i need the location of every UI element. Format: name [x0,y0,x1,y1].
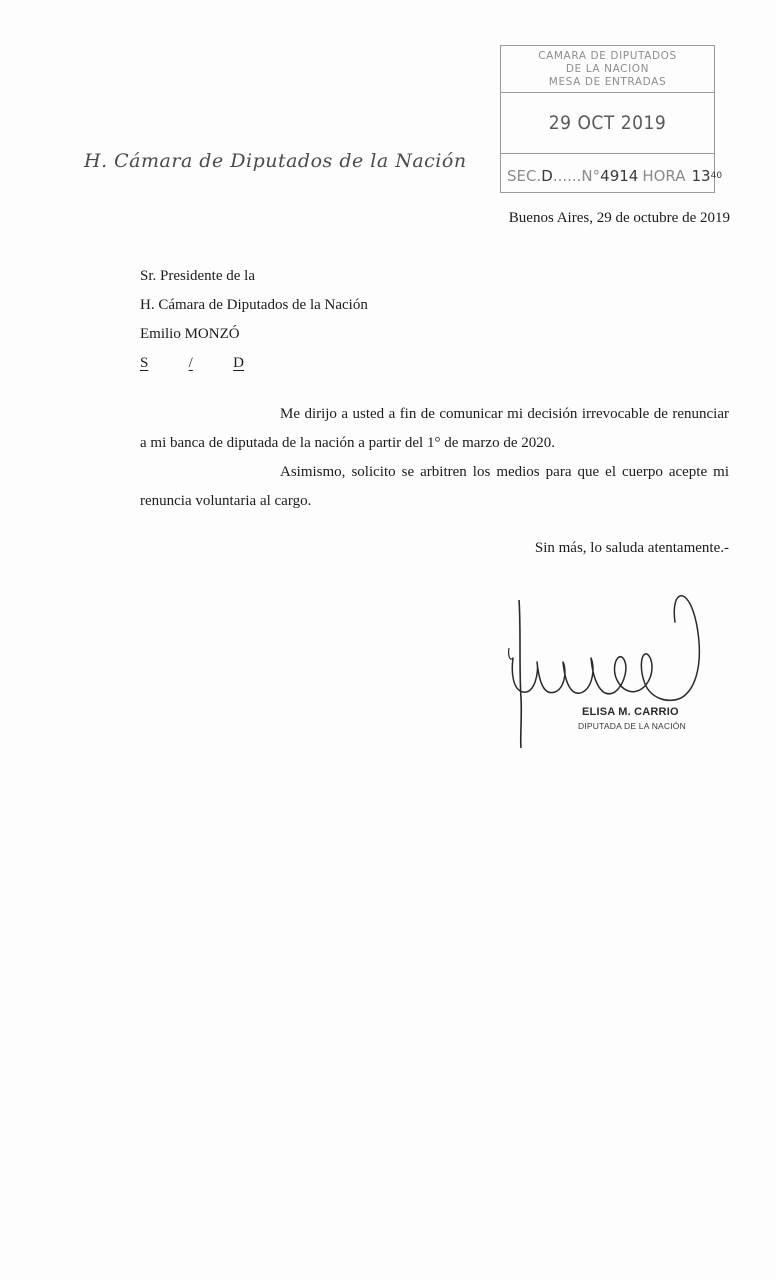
signatory-name: ELISA M. CARRIO [582,706,679,718]
date-line: Buenos Aires, 29 de octubre de 2019 [508,210,730,226]
signatory-role: DIPUTADA DE LA NACIÓN [578,721,686,731]
reception-stamp [500,45,723,193]
body-paragraph-1: Me dirijo a usted a fin de comunicar mi decisión irrevocable de renunciar a mi banca de diputada de la nación a partir del 1° de marzo de 2020. [140,406,729,451]
stamp-hora-value: 13 [691,167,711,185]
sd-d: D [233,355,244,371]
stamp-registry-row [507,164,723,188]
letterhead: H. Cámara de Diputados de la Nación [84,150,467,172]
stamp-line-1: CAMARA DE DIPUTADOS [538,49,677,62]
stamp-date: 29 OCT 2019 [501,93,714,154]
stamp-num-label: N° [581,167,601,185]
sd-s: S [140,355,149,371]
letter-body [140,400,729,516]
addressee-line-2: H. Cámara de Diputados de la Nación [140,297,368,313]
addressee-line-1: Sr. Presidente de la [140,268,255,284]
stamp-sec-label: SEC. [507,167,542,185]
addressee-sd [140,349,244,378]
addressee-block [140,262,368,378]
body-paragraph-2: Asimismo, solicito se arbitren los medios para que el cuerpo acepte mi renuncia voluntaria al cargo. [140,464,729,509]
stamp-sec-value: D [541,167,553,185]
sd-slash: / [188,355,193,371]
stamp-line-2: DE LA NACION [565,62,650,75]
stamp-hora-sup: 40 [710,171,723,181]
stamp-line-3: MESA DE ENTRADAS [548,75,667,88]
stamp-hora-label: HORA [642,167,686,185]
closing-line: Sin más, lo saluda atentamente.- [534,540,729,556]
stamp-header [501,46,714,93]
addressee-line-3: Emilio MONZÓ [140,326,240,342]
stamp-dots: ...... [552,167,582,185]
stamp-num-value: 4914 [600,167,639,185]
